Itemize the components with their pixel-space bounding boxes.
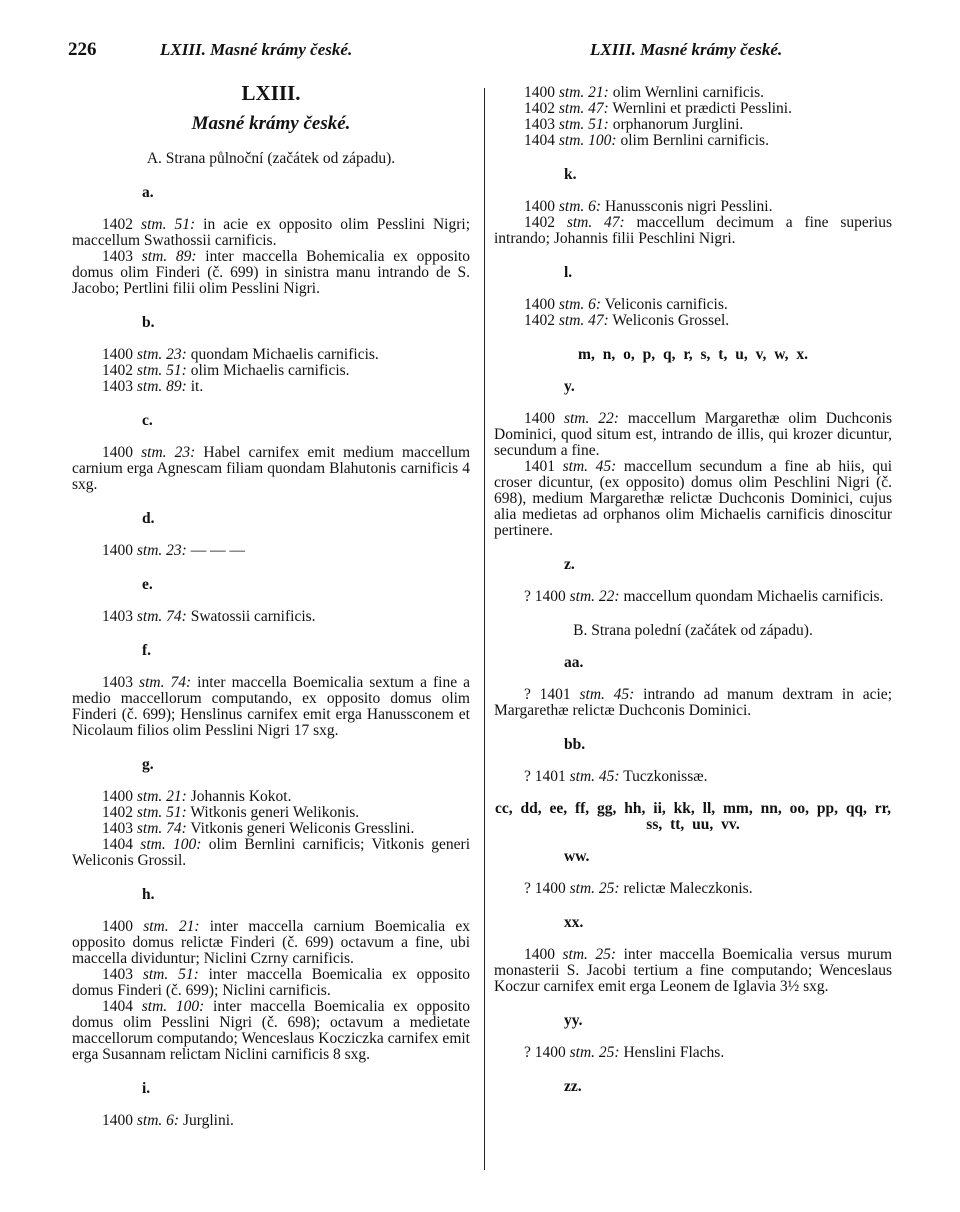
section-bb-heading: bb. (564, 736, 586, 753)
entry-top-4: 1404 stm. 100: olim Bernlini carnificis. (524, 132, 769, 149)
section-l-heading: l. (564, 264, 573, 281)
entry-y-2: 1401 stm. 45: maccellum secundum a fine ab hiis, qui croser dicuntur, (ex opposito) domus olim Peschlini Nigri (č. 698), medium Margarethæ relictæ Duchconis Dominici, cujus alia medietas ad orphanos olim Michaelis carnificis dinoscitur pertinere. (494, 458, 892, 539)
entry-bb-1: ? 1401 stm. 45: Tuczkonissæ. (524, 768, 708, 785)
page-number: 226 (68, 39, 97, 60)
entry-top-2: 1402 stm. 47: Wernlini et prædicti Pesslini. (524, 100, 792, 117)
entry-g-4: 1404 stm. 100: olim Bernlini carnificis; Vitkonis generi Weliconis Grossil. (72, 836, 470, 869)
section-d-heading: d. (142, 510, 155, 527)
entry-i-1: 1400 stm. 6: Jurglini. (102, 1112, 234, 1129)
entry-f-1: 1403 stm. 74: inter maccella Boemicalia sextum a fine a medio maccellorum computando, ex opposito domus olim Finderi (č. 699); Henslinus carnifex emit erga Hanussconem et Nicolaum filios olim Pesslini Nigri 17 sxg. (72, 674, 471, 739)
entry-k-2: 1402 stm. 47: maccellum decimum a fine superius intrando; Johannis filii Peschlini Nigri. (494, 214, 893, 247)
entry-g-1: 1400 stm. 21: Johannis Kokot. (102, 788, 292, 805)
entry-a-1: 1402 stm. 51: in acie ex opposito olim Pesslini Nigri; maccellum Swathossii carnificis. (72, 216, 470, 249)
entry-l-2: 1402 stm. 47: Weliconis Grossel. (524, 312, 730, 329)
section-aa-heading: aa. (564, 654, 584, 671)
entry-b-2: 1402 stm. 51: olim Michaelis carnificis. (102, 362, 350, 379)
entry-a-2: 1403 stm. 89: inter maccella Bohemicalia ex opposito domus olim Finderi (č. 699) in sinistra manu intrando de S. Jacobo; Pertlini filii olim Pesslini Nigri. (72, 248, 470, 297)
running-title-left: LXIII. Masné krámy české. (160, 40, 353, 59)
section-k-heading: k. (564, 166, 577, 183)
entry-g-2: 1402 stm. 51: Witkonis generi Welikonis. (102, 804, 360, 821)
entry-top-1: 1400 stm. 21: olim Wernlini carnificis. (524, 84, 764, 101)
section-yy-heading: yy. (564, 1012, 583, 1029)
column-divider (484, 88, 485, 1170)
section-ww-heading: ww. (564, 848, 590, 865)
section-i-heading: i. (142, 1080, 151, 1097)
section-zz-heading: zz. (564, 1078, 582, 1095)
sections-cc-vv-heading: cc, dd, ee, ff, gg, hh, ii, kk, ll, mm, nn, oo, pp, qq, rr, ss, tt, uu, vv. (494, 800, 892, 833)
section-b-heading: b. (142, 314, 155, 331)
entry-y-1: 1400 stm. 22: maccellum Margarethæ olim Duchconis Dominici, quod situm est, intrando de illis, qui krozer dicuntur, secundum a fine. (494, 410, 892, 459)
section-f-heading: f. (142, 642, 152, 659)
entry-e-1: 1403 stm. 74: Swatossii carnificis. (102, 608, 316, 625)
entry-top-3: 1403 stm. 51: orphanorum Jurglini. (524, 116, 744, 133)
left-column (72, 81, 471, 1129)
entry-ww-1: ? 1400 stm. 25: relictæ Maleczkonis. (524, 880, 753, 897)
right-column (494, 85, 892, 1095)
entry-xx-1: 1400 stm. 25: inter maccella Boemicalia versus murum monasterii S. Jacobi tertium a fine computando; Wenceslaus Koczur carnifex emit erga Leonem de Iglavia 3½ sxg. (494, 946, 893, 995)
section-g-heading: g. (142, 756, 154, 773)
section-c-heading: c. (142, 412, 153, 429)
chapter-subtitle: Masné krámy české. (191, 113, 351, 134)
section-a-heading: a. (142, 184, 154, 201)
side-b-heading: B. Strana polední (začátek od západu). (573, 622, 813, 639)
sections-m-x-heading: m, n, o, p, q, r, s, t, u, v, w, x. (578, 346, 808, 363)
entry-b-1: 1400 stm. 23: quondam Michaelis carnificis. (102, 346, 379, 363)
entry-d-1: 1400 stm. 23: — — — (102, 542, 245, 559)
entry-h-2: 1403 stm. 51: inter maccella Boemicalia ex opposito domus Finderi (č. 699); Niclini carnificis. (72, 966, 470, 999)
entry-c-1: 1400 stm. 23: Habel carnifex emit medium maccellum carnium erga Agnescam filiam quondam Blahutonis carnificis 4 sxg. (72, 444, 471, 493)
entry-k-1: 1400 stm. 6: Hanussconis nigri Pesslini. (524, 198, 773, 215)
side-a-heading: A. Strana půlnoční (začátek od západu). (146, 150, 396, 167)
entry-z-1: ? 1400 stm. 22: maccellum quondam Michaelis carnificis. (524, 588, 884, 605)
section-e-heading: e. (142, 576, 153, 593)
entry-b-3: 1403 stm. 89: it. (102, 378, 204, 395)
entry-aa-1: ? 1401 stm. 45: intrando ad manum dextram in acie; Margarethæ relictæ Duchconis Dominici. (494, 686, 892, 719)
section-z-heading: z. (564, 556, 575, 573)
section-xx-heading: xx. (564, 914, 584, 931)
section-h-heading: h. (142, 886, 155, 903)
entry-l-1: 1400 stm. 6: Veliconis carnificis. (524, 296, 728, 313)
entry-g-3: 1403 stm. 74: Vitkonis generi Weliconis Gresslini. (102, 820, 415, 837)
running-title-right: LXIII. Masné krámy české. (590, 40, 783, 59)
section-y-heading: y. (564, 378, 575, 395)
entry-h-1: 1400 stm. 21: inter maccella carnium Boemicalia ex opposito domus relictæ Finderi (č. 699) octavum a fine, ubi maccella dividuntur; Niclini Czrny carnificis. (72, 918, 471, 967)
chapter-title: LXIII. (241, 81, 301, 105)
entry-h-3: 1404 stm. 100: inter maccella Boemicalia ex opposito domus olim Pesslini Nigri (č. 698); octavum a medietate maccellorum computando; Wenceslaus Kocziczka carnifex emit erga Susannam relictam Niclini carnificis 8 sxg. (72, 998, 470, 1063)
entry-yy-1: ? 1400 stm. 25: Henslini Flachs. (524, 1044, 725, 1061)
